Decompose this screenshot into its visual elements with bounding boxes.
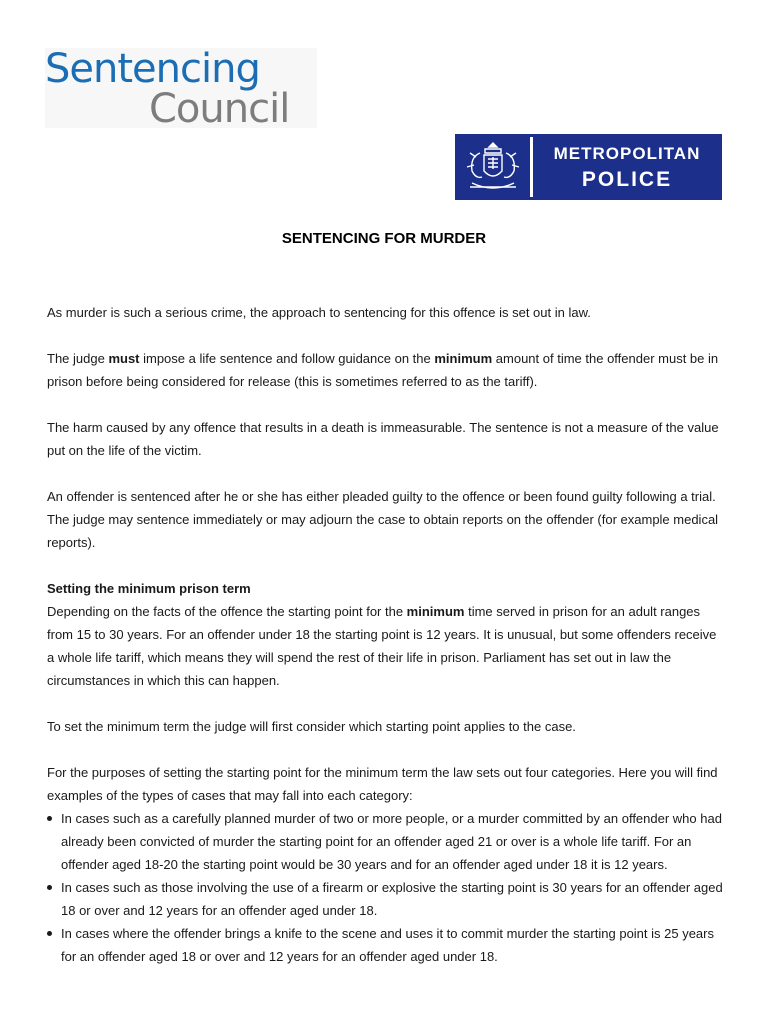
minimum-term-paragraph	[47, 600, 727, 692]
text-run: Depending on the facts of the offence the starting point for the	[47, 604, 407, 619]
text-run: time served in prison for an adult ranges from 15 to 30 years. For an offender under 18 the starting point is 12 years. It is unusual, but some offenders receive a whole life tariff, which means they will spend the rest of their life in prison. Parliament has set out in law the circumstances in which this can happen.	[47, 604, 717, 688]
sentencing-council-logo	[45, 46, 317, 132]
logo-text-police: POLICE	[581, 168, 673, 191]
harm-paragraph: The harm caused by any offence that results in a death is immeasurable. The sentence is not a measure of the value put on the life of the victim.	[47, 420, 719, 458]
categories-list	[47, 807, 727, 968]
logo-text-metropolitan: METROPOLITAN	[553, 144, 701, 163]
intro-paragraph: As murder is such a serious crime, the approach to sentencing for this offence is set out in law.	[47, 305, 591, 320]
list-item: In cases where the offender brings a knife to the scene and uses it to commit murder the starting point is 25 years for an offender aged 18 or over and 12 years for an offender aged under 18.	[47, 922, 727, 968]
judge-paragraph	[47, 347, 727, 393]
document-body	[47, 301, 727, 968]
text-run: The judge	[47, 351, 109, 366]
logo-divider	[530, 137, 533, 197]
sentenced-paragraph: An offender is sentenced after he or she has either pleaded guilty to the offence or been found guilty following a trial. The judge may sentence immediately or may adjourn the case to obtain reports on the offender (for example medical reports).	[47, 489, 719, 550]
categories-intro: For the purposes of setting the starting point for the minimum term the law sets out four categories. Here you will find examples of the types of cases that may fall into each category:	[47, 765, 718, 803]
text-run: impose a life sentence and follow guidance on the	[139, 351, 435, 366]
metropolitan-police-logo	[455, 134, 722, 200]
emphasis-minimum: minimum	[406, 604, 465, 619]
logo-line-sentencing: Sentencing	[45, 46, 260, 92]
list-item: In cases such as a carefully planned murder of two or more people, or a murder committed by an offender who had already been convicted of murder the starting point for an offender aged 21 or over is a whole life tariff. For an offender aged 18-20 the starting point would be 30 years and for an offender aged under 18 it is 12 years.	[47, 807, 727, 876]
starting-point-paragraph: To set the minimum term the judge will first consider which starting point applies to the case.	[47, 719, 576, 734]
list-item: In cases such as those involving the use of a firearm or explosive the starting point is 30 years for an offender aged 18 or over and 12 years for an offender aged under 18.	[47, 876, 727, 922]
page-title: SENTENCING FOR MURDER	[281, 230, 487, 247]
emphasis-minimum: minimum	[434, 351, 493, 366]
section-heading: Setting the minimum prison term	[47, 581, 251, 596]
logo-line-council: Council	[149, 86, 290, 132]
text-run: amount of time the offender must be in prison before being considered for release (this is sometimes referred to as the tariff).	[47, 351, 719, 389]
emphasis-must: must	[108, 351, 140, 366]
